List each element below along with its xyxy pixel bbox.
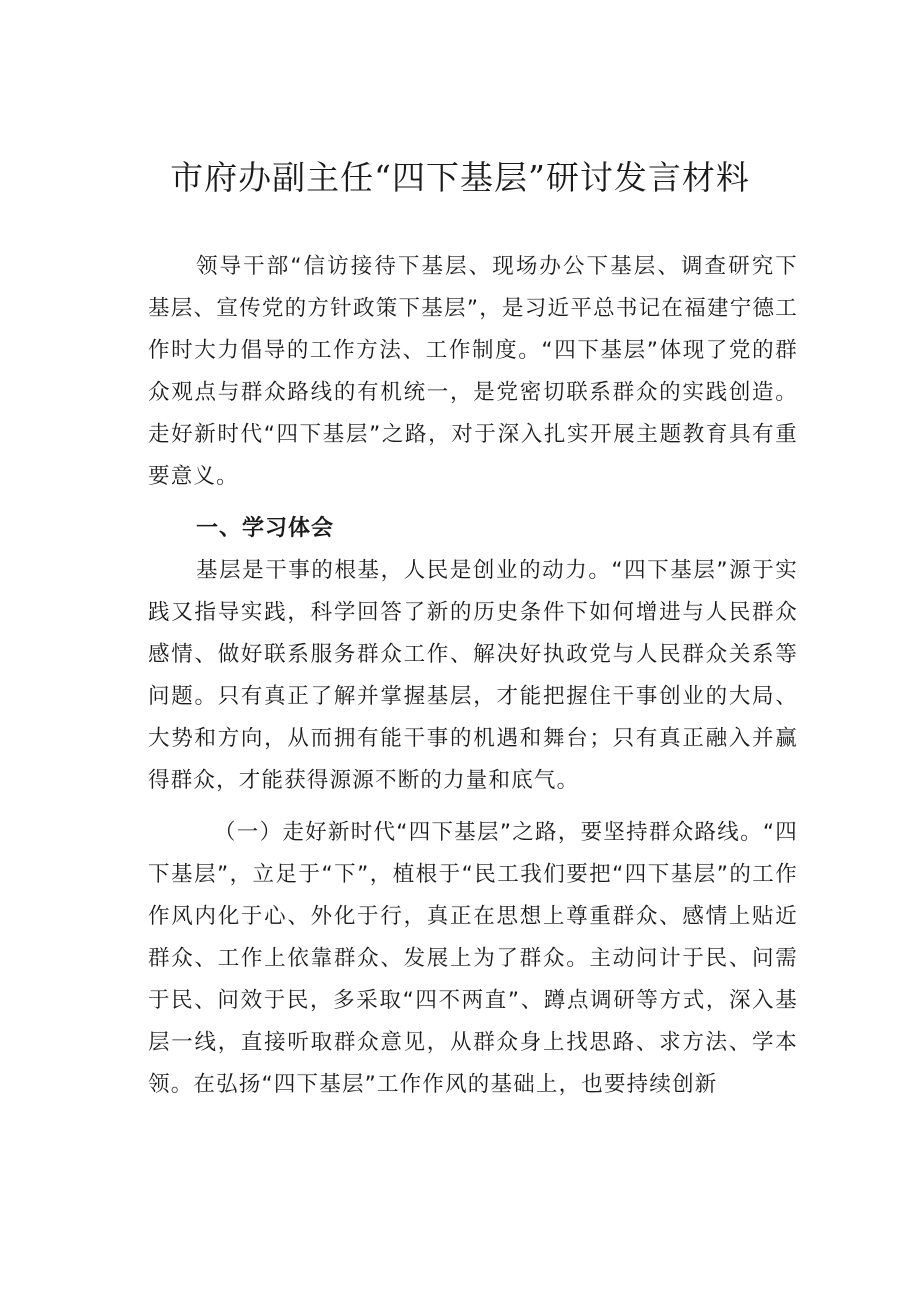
- section-heading-study: 一、学习体会: [196, 516, 335, 541]
- body-paragraph: 基层是干事的根基，人民是创业的动力。“四下基层”源于实践又指导实践，科学回答了新的历史条件下如何增进与人民群众感情、做好联系服务群众工作、解决好执政党与人民群众关系等问题。只有真正了解并掌握基层，才能把握住干事创业的大局、大势和方向，从而拥有能干事的机遇和舞台；只有真正融入并赢得群众，才能获得源源不断的力量和底气。: [148, 558, 798, 793]
- intro-paragraph: 领导干部“信访接待下基层、现场办公下基层、调查研究下基层、宣传党的方针政策下基层”，是习近平总书记在福建宁德工作时大力倡导的工作方法、工作制度。“四下基层”体现了党的群众观点与群众路线的有机统一，是党密切联系群众的实践创造。走好新时代“四下基层”之路，对于深入扎实开展主题教育具有重要意义。: [148, 254, 798, 489]
- subsection-paragraph: （一）走好新时代“四下基层”之路，要坚持群众路线。“四下基层”，立足于“下”，植根于“民工我们要把“四下基层”的工作作风内化于心、外化于行，真正在思想上尊重群众、感情上贴近群众、工作上依靠群众、发展上为了群众。主动问计于民、问需于民、问效于民，多采取“四不两直”、蹲点调研等方式，深入基层一线，直接听取群众意见，从群众身上找思路、求方法、学本领。在弘扬“四下基层”工作作风的基础上，也要持续创新: [148, 820, 798, 1097]
- document-title: 市府办副主任“四下基层”研讨发言材料: [170, 158, 750, 197]
